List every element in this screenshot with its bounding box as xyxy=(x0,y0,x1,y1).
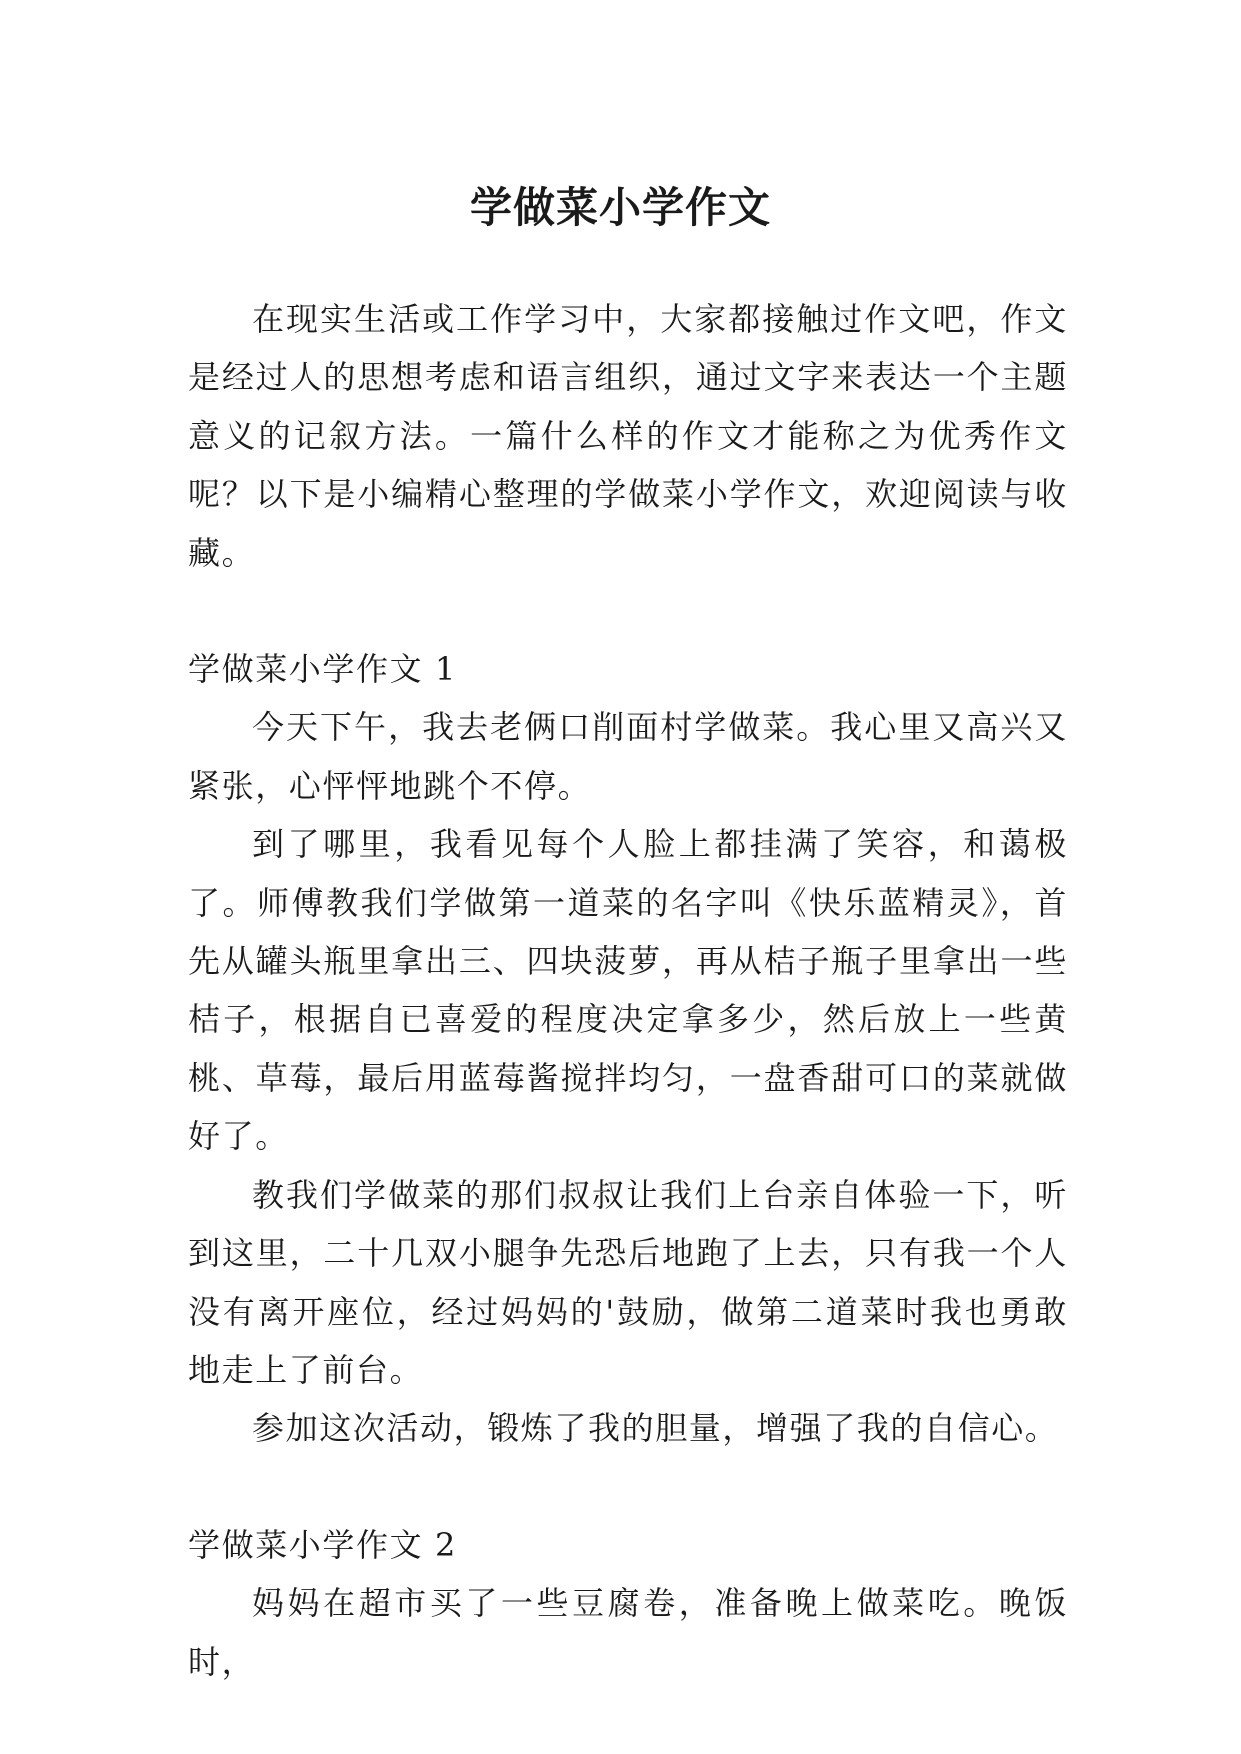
section-1-paragraph-2: 到了哪里，我看见每个人脸上都挂满了笑容，和蔼极了。师傅教我们学做第一道菜的名字叫《快乐蓝精灵》，首先从罐头瓶里拿出三、四块菠萝，再从桔子瓶子里拿出一些桔子，根据自已喜爱的程度决定拿多少，然后放上一些黄桃、草莓，最后用蓝莓酱搅拌均匀，一盘香甜可口的菜就做好了。 xyxy=(188,825,1068,1156)
section-1-paragraph-3: 教我们学做菜的那们叔叔让我们上台亲自体验一下，听到这里，二十几双小腿争先恐后地跑了上去，只有我一个人没有离开座位，经过妈妈的'鼓励，做第二道菜时我也勇敢地走上了前台。 xyxy=(188,1175,1068,1389)
section-1-paragraph-1: 今天下午，我去老俩口削面村学做菜。我心里又高兴又紧张，心怦怦地跳个不停。 xyxy=(188,708,1068,805)
section-1-paragraph-4: 参加这次活动，锻炼了我的胆量，增强了我的自信心。 xyxy=(252,1409,1059,1448)
section-1-heading: 学做菜小学作文 1 xyxy=(188,650,457,689)
section-2-heading: 学做菜小学作文 2 xyxy=(188,1525,457,1564)
section-2-paragraph-1: 妈妈在超市买了一些豆腐卷，准备晚上做菜吃。晚饭时， xyxy=(188,1584,1068,1681)
intro-paragraph: 在现实生活或工作学习中，大家都接触过作文吧，作文是经过人的思想考虑和语言组织，通过文字来表达一个主题意义的记叙方法。一篇什么样的作文才能称之为优秀作文呢？以下是小编精心整理的学做菜小学作文，欢迎阅读与收藏。 xyxy=(188,300,1068,572)
document-title: 学做菜小学作文 xyxy=(469,183,771,233)
document-body xyxy=(188,290,1068,1691)
